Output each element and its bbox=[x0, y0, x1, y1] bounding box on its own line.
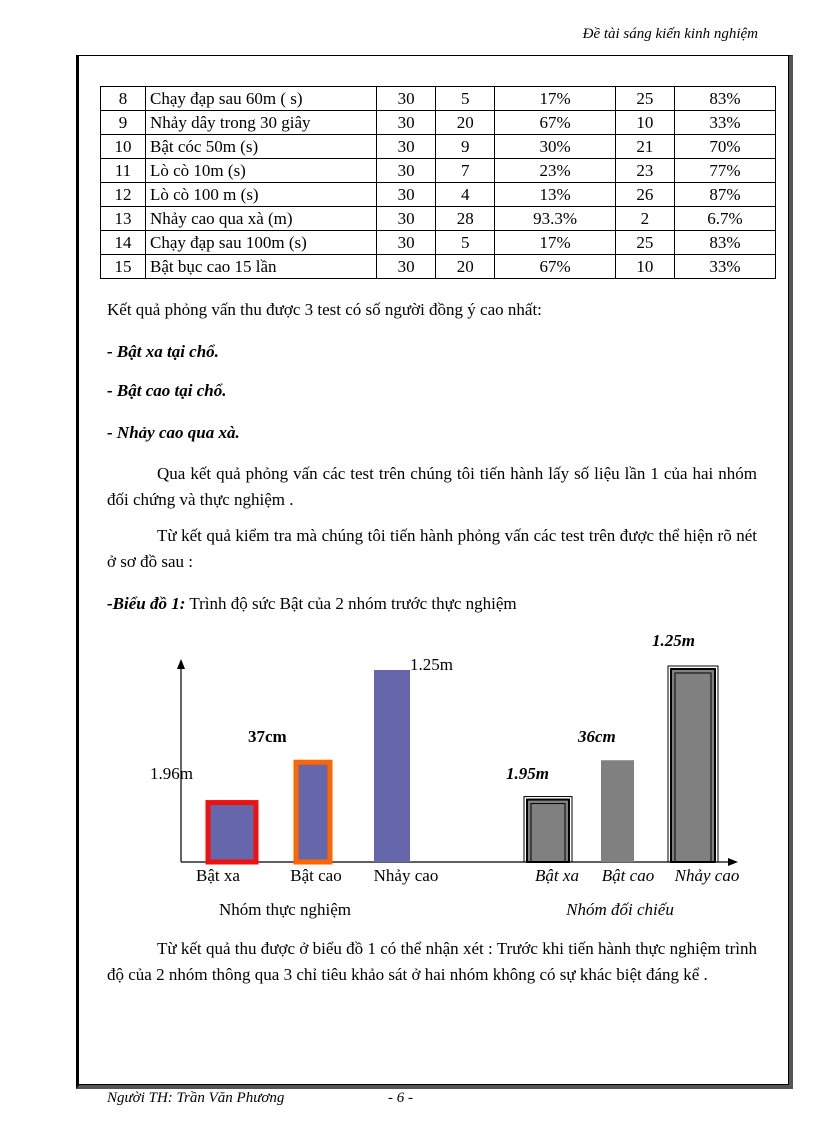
table-cell: 10 bbox=[615, 255, 674, 279]
table-cell: 30% bbox=[495, 135, 615, 159]
table-cell: 30 bbox=[377, 255, 436, 279]
table-cell: Bật bục cao 15 lần bbox=[146, 255, 377, 279]
table-cell: 9 bbox=[101, 111, 146, 135]
table-cell: 33% bbox=[674, 111, 775, 135]
table-cell: Chạy đạp sau 60m ( s) bbox=[146, 87, 377, 111]
result-intro: Kết quả phỏng vấn thu được 3 test có số người đồng ý cao nhất: bbox=[107, 300, 542, 319]
category-label-1-1: Bật cao bbox=[601, 866, 655, 885]
value-label-1-0: 1.95m bbox=[506, 764, 549, 783]
table-cell: 30 bbox=[377, 231, 436, 255]
table-cell: 14 bbox=[101, 231, 146, 255]
footer-author: Người TH: Trần Văn Phương bbox=[107, 1090, 285, 1106]
bar-1-1 bbox=[601, 760, 634, 862]
table-cell: 93.3% bbox=[495, 207, 615, 231]
table-cell: 5 bbox=[436, 87, 495, 111]
table-cell: 30 bbox=[377, 183, 436, 207]
table-cell: 30 bbox=[377, 87, 436, 111]
table-cell: 83% bbox=[674, 231, 775, 255]
table-cell: 15 bbox=[101, 255, 146, 279]
table-cell: 13% bbox=[495, 183, 615, 207]
x-axis-arrow bbox=[728, 858, 738, 866]
table-cell: 30 bbox=[377, 135, 436, 159]
table-cell: Bật cóc 50m (s) bbox=[146, 135, 377, 159]
table-cell: 25 bbox=[615, 87, 674, 111]
value-label-0-1: 37cm bbox=[248, 727, 287, 746]
table-cell: 17% bbox=[495, 231, 615, 255]
y-axis-arrow bbox=[177, 659, 185, 669]
table-cell: 21 bbox=[615, 135, 674, 159]
table-cell: 6.7% bbox=[674, 207, 775, 231]
value-label-0-2: 1.25m bbox=[410, 655, 453, 674]
paragraph-2: Từ kết quả kiểm tra mà chúng tôi tiến hành phỏng vấn các test trên được thể hiện rõ nét ở sơ đồ sau : bbox=[107, 526, 757, 571]
table-cell: 83% bbox=[674, 87, 775, 111]
table-cell: Lò cò 100 m (s) bbox=[146, 183, 377, 207]
table-cell: 10 bbox=[101, 135, 146, 159]
table-cell: 11 bbox=[101, 159, 146, 183]
table-cell: 30 bbox=[377, 111, 436, 135]
conclusion: Từ kết quả thu được ở biểu đồ 1 có thể nhận xét : Trước khi tiến hành thực nghiệm trình độ của 2 nhóm thông qua 3 chỉ tiêu khảo sát ở hai nhóm không có sự khác biệt đáng kể . bbox=[107, 939, 757, 984]
category-label-0-2: Nhảy cao bbox=[373, 866, 439, 885]
item-bat-xa: - Bật xa tại chổ. bbox=[107, 342, 219, 361]
table-cell: Chạy đạp sau 100m (s) bbox=[146, 231, 377, 255]
table-cell: 8 bbox=[101, 87, 146, 111]
table-cell: 25 bbox=[615, 231, 674, 255]
table-cell: 26 bbox=[615, 183, 674, 207]
table-cell: 10 bbox=[615, 111, 674, 135]
table-cell: 9 bbox=[436, 135, 495, 159]
table-cell: 4 bbox=[436, 183, 495, 207]
table-cell: 30 bbox=[377, 159, 436, 183]
table-cell: 20 bbox=[436, 255, 495, 279]
bar-1-2 bbox=[671, 669, 715, 862]
bar-0-0 bbox=[208, 803, 256, 862]
table-cell: 12 bbox=[101, 183, 146, 207]
table-cell: 5 bbox=[436, 231, 495, 255]
category-label-0-1: Bật cao bbox=[290, 866, 342, 885]
table-cell: 23% bbox=[495, 159, 615, 183]
chart-caption-label: -Biểu đồ 1: bbox=[107, 594, 186, 613]
footer-page-number: - 6 - bbox=[388, 1090, 413, 1106]
bar-0-2 bbox=[374, 670, 410, 862]
paragraph-1: Qua kết quả phỏng vấn các test trên chúng tôi tiến hành lấy số liệu lần 1 của hai nhóm đối chứng và thực nghiệm . bbox=[107, 464, 757, 509]
table-cell: 77% bbox=[674, 159, 775, 183]
table-cell: 28 bbox=[436, 207, 495, 231]
group-label-0: Nhóm thực nghiệm bbox=[219, 900, 351, 919]
category-label-1-0: Bật xa bbox=[535, 866, 579, 885]
group-label-1: Nhóm đối chiếu bbox=[566, 900, 674, 919]
table-cell: 33% bbox=[674, 255, 775, 279]
chart-caption-text: Trình độ sức Bật của 2 nhóm trước thực nghiệm bbox=[185, 594, 517, 613]
table-cell: 87% bbox=[674, 183, 775, 207]
table-cell: 13 bbox=[101, 207, 146, 231]
header-title: Đề tài sáng kiến kinh nghiệm bbox=[582, 26, 758, 42]
table-cell: 30 bbox=[377, 207, 436, 231]
table-cell: Nhảy dây trong 30 giây bbox=[146, 111, 377, 135]
category-label-1-2: Nhảy cao bbox=[674, 866, 740, 885]
table-cell: 67% bbox=[495, 111, 615, 135]
table-cell: 2 bbox=[615, 207, 674, 231]
table-cell: Lò cò 10m (s) bbox=[146, 159, 377, 183]
table-cell: Nhảy cao qua xà (m) bbox=[146, 207, 377, 231]
table-cell: 17% bbox=[495, 87, 615, 111]
category-label-0-0: Bật xa bbox=[196, 866, 240, 885]
table-cell: 70% bbox=[674, 135, 775, 159]
table-cell: 20 bbox=[436, 111, 495, 135]
value-label-1-1: 36cm bbox=[578, 727, 616, 746]
bar-1-0 bbox=[527, 800, 569, 862]
table-cell: 67% bbox=[495, 255, 615, 279]
bar-0-1 bbox=[296, 762, 330, 862]
value-label-1-2: 1.25m bbox=[652, 631, 695, 650]
table-cell: 7 bbox=[436, 159, 495, 183]
table-cell: 23 bbox=[615, 159, 674, 183]
item-nhay-cao: - Nhảy cao qua xà. bbox=[107, 423, 240, 442]
item-bat-cao: - Bật cao tại chổ. bbox=[107, 381, 227, 400]
value-label-0-0: 1.96m bbox=[150, 764, 193, 783]
